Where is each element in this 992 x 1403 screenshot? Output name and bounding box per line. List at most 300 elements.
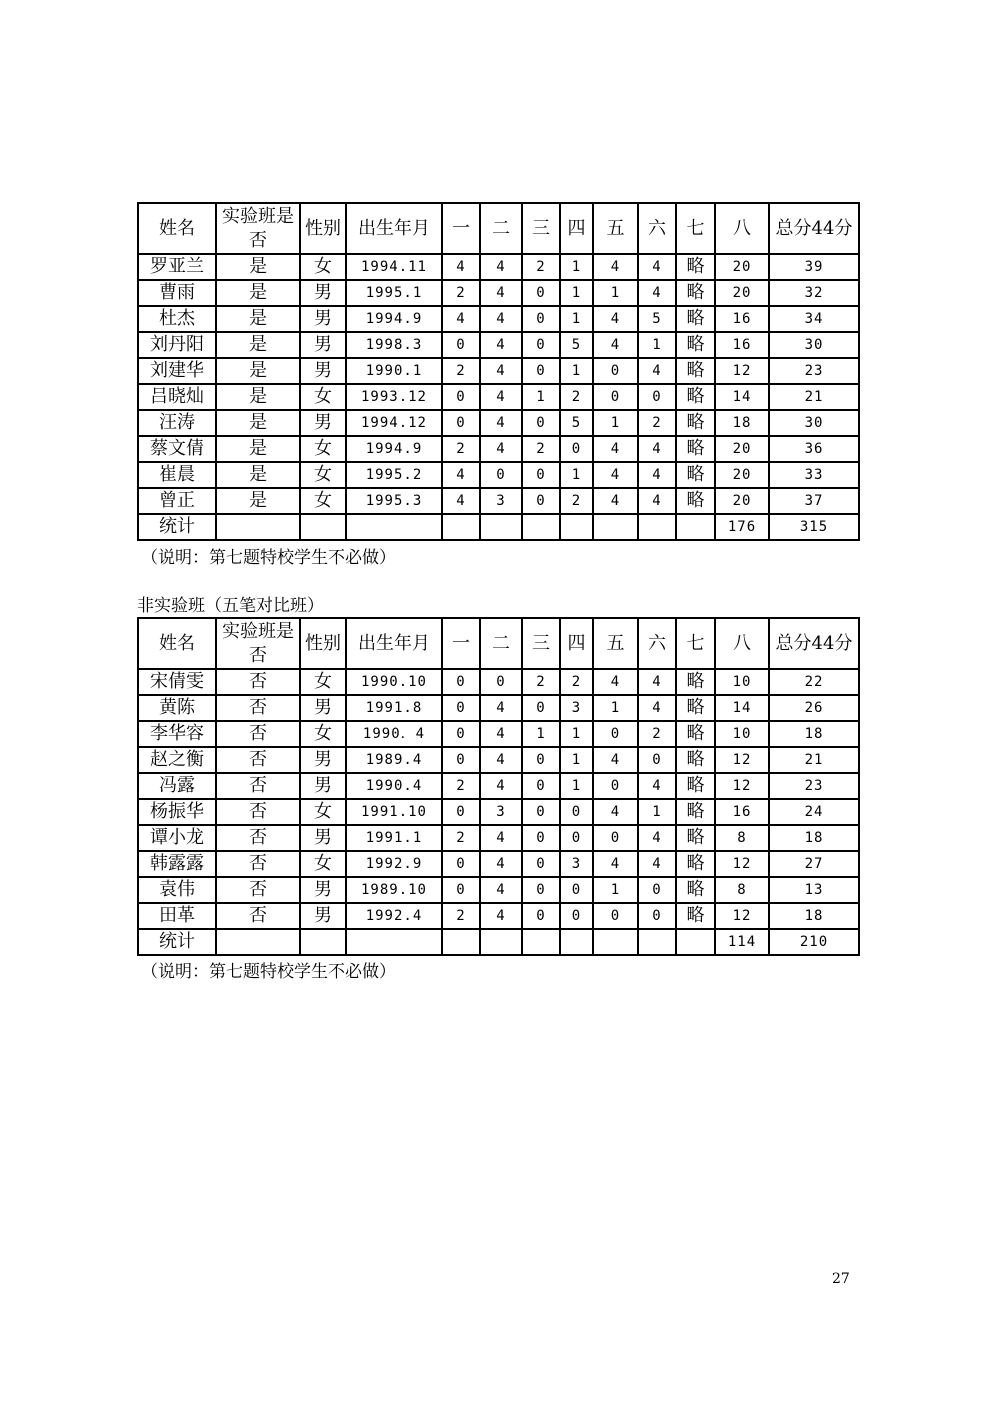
table-cell: 男	[300, 695, 346, 721]
table-cell: 否	[216, 747, 300, 773]
table-cell: 0	[442, 695, 480, 721]
column-header: 姓名	[138, 618, 216, 669]
table-cell: 12	[715, 773, 769, 799]
table-cell: 否	[216, 669, 300, 695]
table-cell: 0	[522, 851, 560, 877]
table-cell	[442, 929, 480, 955]
table-cell: 1989.10	[346, 877, 442, 903]
table-cell: 男	[300, 773, 346, 799]
experimental-class-score-table	[137, 202, 860, 541]
table-row	[138, 773, 859, 799]
table-cell: 是	[216, 358, 300, 384]
table-cell: 男	[300, 825, 346, 851]
table-cell: 1	[560, 721, 593, 747]
table-cell: 1	[560, 462, 593, 488]
table-cell: 略	[676, 410, 715, 436]
column-header: 八	[715, 203, 769, 254]
table-cell: 4	[480, 306, 522, 332]
table-row	[138, 436, 859, 462]
table-cell: 4	[480, 410, 522, 436]
table-cell: 1990.1	[346, 358, 442, 384]
table-cell: 统计	[138, 929, 216, 955]
column-header: 出生年月	[346, 618, 442, 669]
table-cell: 略	[676, 488, 715, 514]
table-cell: 曾正	[138, 488, 216, 514]
table-cell: 0	[442, 669, 480, 695]
table-row	[138, 825, 859, 851]
table-row	[138, 384, 859, 410]
table-cell: 4	[442, 462, 480, 488]
column-header: 三	[522, 203, 560, 254]
table-cell: 4	[442, 254, 480, 280]
table-cell: 0	[522, 462, 560, 488]
table-cell: 0	[638, 903, 676, 929]
table-row	[138, 747, 859, 773]
table-cell: 114	[715, 929, 769, 955]
table-cell	[480, 514, 522, 540]
table-cell: 12	[715, 358, 769, 384]
table-cell: 男	[300, 332, 346, 358]
table-cell: 18	[715, 410, 769, 436]
table-cell: 34	[769, 306, 859, 332]
table-cell: 0	[522, 903, 560, 929]
table-cell: 4	[638, 488, 676, 514]
table-cell: 0	[442, 799, 480, 825]
table-cell: 4	[480, 851, 522, 877]
table-cell: 2	[638, 410, 676, 436]
table-cell: 男	[300, 877, 346, 903]
table-cell: 崔晨	[138, 462, 216, 488]
table-cell: 是	[216, 280, 300, 306]
table-cell: 20	[715, 436, 769, 462]
table-cell: 3	[560, 851, 593, 877]
table-cell: 2	[442, 280, 480, 306]
table-cell: 1998.3	[346, 332, 442, 358]
table-cell: 0	[560, 825, 593, 851]
table-cell: 21	[769, 747, 859, 773]
table-cell: 略	[676, 332, 715, 358]
table-cell: 32	[769, 280, 859, 306]
table-cell: 2	[442, 358, 480, 384]
table-cell: 4	[593, 462, 638, 488]
table-cell: 4	[593, 254, 638, 280]
table-cell: 否	[216, 903, 300, 929]
table-cell: 否	[216, 695, 300, 721]
table-cell: 1	[638, 332, 676, 358]
table-cell: 4	[638, 280, 676, 306]
table-cell	[300, 514, 346, 540]
table-cell	[216, 929, 300, 955]
table-cell: 略	[676, 877, 715, 903]
table-cell: 女	[300, 488, 346, 514]
table-row	[138, 851, 859, 877]
table-cell: 4	[638, 669, 676, 695]
table-cell: 14	[715, 384, 769, 410]
table-cell: 女	[300, 462, 346, 488]
table-cell: 女	[300, 436, 346, 462]
table-cell: 4	[638, 851, 676, 877]
table-cell: 26	[769, 695, 859, 721]
table-cell: 36	[769, 436, 859, 462]
table-cell: 16	[715, 799, 769, 825]
table-cell: 0	[442, 332, 480, 358]
table-cell: 略	[676, 358, 715, 384]
table-cell: 略	[676, 799, 715, 825]
column-header: 六	[638, 618, 676, 669]
table-cell: 18	[769, 825, 859, 851]
table-cell: 2	[442, 903, 480, 929]
column-header: 七	[676, 618, 715, 669]
table-cell: 1990．4	[346, 721, 442, 747]
table-cell: 0	[593, 773, 638, 799]
table-cell: 女	[300, 851, 346, 877]
table-cell: 略	[676, 384, 715, 410]
table-cell	[346, 929, 442, 955]
table-row	[138, 332, 859, 358]
table-cell: 1	[560, 773, 593, 799]
table-cell: 略	[676, 436, 715, 462]
table-cell	[638, 929, 676, 955]
table-cell: 0	[522, 306, 560, 332]
table-cell: 刘丹阳	[138, 332, 216, 358]
table-cell: 4	[593, 669, 638, 695]
table-body	[138, 203, 859, 540]
table-row	[138, 280, 859, 306]
table-cell: 0	[442, 721, 480, 747]
table-cell: 1995.2	[346, 462, 442, 488]
table-cell: 2	[442, 773, 480, 799]
table-row	[138, 488, 859, 514]
table-cell: 略	[676, 773, 715, 799]
table-cell: 略	[676, 280, 715, 306]
table-cell: 1994.11	[346, 254, 442, 280]
table-cell: 4	[638, 436, 676, 462]
table-cell: 0	[442, 877, 480, 903]
table-cell: 4	[638, 695, 676, 721]
table-cell	[300, 929, 346, 955]
table-cell: 20	[715, 254, 769, 280]
table-cell	[216, 514, 300, 540]
column-header: 总分44分	[769, 618, 859, 669]
table-cell	[676, 514, 715, 540]
table-cell: 39	[769, 254, 859, 280]
table-cell: 否	[216, 825, 300, 851]
table-cell: 20	[715, 280, 769, 306]
table-cell: 略	[676, 306, 715, 332]
table-cell: 否	[216, 773, 300, 799]
table-cell: 0	[593, 825, 638, 851]
table-cell: 曹雨	[138, 280, 216, 306]
table-cell: 1993.12	[346, 384, 442, 410]
table-cell: 0	[560, 799, 593, 825]
table-cell: 4	[480, 254, 522, 280]
table-cell: 4	[480, 358, 522, 384]
table-cell: 李华容	[138, 721, 216, 747]
table-cell: 2	[638, 721, 676, 747]
column-header: 五	[593, 618, 638, 669]
table-cell: 0	[480, 462, 522, 488]
table-cell: 0	[442, 410, 480, 436]
column-header: 实验班是否	[216, 203, 300, 254]
table-cell	[346, 514, 442, 540]
table-cell: 4	[480, 721, 522, 747]
table-cell: 0	[522, 332, 560, 358]
table-cell: 0	[593, 721, 638, 747]
table-cell: 4	[480, 877, 522, 903]
table-cell: 1	[638, 799, 676, 825]
table-cell: 0	[593, 903, 638, 929]
table-cell: 4	[638, 825, 676, 851]
table-cell: 33	[769, 462, 859, 488]
table-cell: 是	[216, 384, 300, 410]
table-cell: 4	[638, 773, 676, 799]
table-cell	[638, 514, 676, 540]
table-cell: 谭小龙	[138, 825, 216, 851]
table-cell: 18	[769, 903, 859, 929]
table-cell: 女	[300, 721, 346, 747]
table-note: （说明：第七题特校学生不必做）	[141, 548, 396, 568]
table-cell: 10	[715, 669, 769, 695]
table-cell: 20	[715, 488, 769, 514]
table-row	[138, 695, 859, 721]
table-cell: 女	[300, 669, 346, 695]
table-cell: 0	[560, 903, 593, 929]
table-cell: 0	[522, 747, 560, 773]
table-cell: 是	[216, 410, 300, 436]
table-cell: 1991.8	[346, 695, 442, 721]
table-cell: 宋倩雯	[138, 669, 216, 695]
table-cell: 0	[560, 877, 593, 903]
table-cell: 0	[522, 358, 560, 384]
table-cell: 1	[560, 358, 593, 384]
table-cell: 0	[442, 747, 480, 773]
table-cell: 1992.9	[346, 851, 442, 877]
summary-row	[138, 929, 859, 955]
table-cell: 21	[769, 384, 859, 410]
table-cell: 4	[593, 747, 638, 773]
table-cell: 否	[216, 799, 300, 825]
table-cell: 24	[769, 799, 859, 825]
table-cell: 2	[522, 669, 560, 695]
table-cell: 1994.9	[346, 306, 442, 332]
column-header: 七	[676, 203, 715, 254]
table-cell: 1994.12	[346, 410, 442, 436]
table-cell: 1	[560, 306, 593, 332]
table-cell: 2	[560, 384, 593, 410]
table-cell: 8	[715, 877, 769, 903]
table-cell	[676, 929, 715, 955]
table-cell: 0	[522, 695, 560, 721]
table-cell: 否	[216, 721, 300, 747]
table-cell: 1992.4	[346, 903, 442, 929]
table-cell: 杜杰	[138, 306, 216, 332]
table-cell: 4	[593, 436, 638, 462]
table-cell: 12	[715, 851, 769, 877]
column-header: 一	[442, 618, 480, 669]
table-cell: 1	[522, 721, 560, 747]
table-cell: 罗亚兰	[138, 254, 216, 280]
table-cell: 14	[715, 695, 769, 721]
table-cell: 0	[638, 747, 676, 773]
table-cell: 4	[593, 799, 638, 825]
table-cell: 0	[522, 877, 560, 903]
table-row	[138, 721, 859, 747]
table-row	[138, 358, 859, 384]
table-cell: 是	[216, 306, 300, 332]
table-cell: 男	[300, 306, 346, 332]
table-cell: 1	[593, 695, 638, 721]
table-cell: 略	[676, 669, 715, 695]
table-cell: 22	[769, 669, 859, 695]
table-cell: 吕晓灿	[138, 384, 216, 410]
table-cell: 4	[442, 488, 480, 514]
table-cell: 女	[300, 384, 346, 410]
table-cell: 176	[715, 514, 769, 540]
table-cell: 略	[676, 695, 715, 721]
table-cell: 1994.9	[346, 436, 442, 462]
table-cell: 1	[593, 280, 638, 306]
table-cell: 是	[216, 332, 300, 358]
table-cell: 4	[480, 903, 522, 929]
column-header: 三	[522, 618, 560, 669]
table-body	[138, 618, 859, 955]
table-cell: 12	[715, 903, 769, 929]
table-cell: 5	[638, 306, 676, 332]
column-header: 四	[560, 203, 593, 254]
table-cell: 1991.1	[346, 825, 442, 851]
table-cell: 否	[216, 851, 300, 877]
table-cell	[522, 514, 560, 540]
table-cell: 1	[522, 384, 560, 410]
table-cell: 赵之衡	[138, 747, 216, 773]
table-cell: 5	[560, 410, 593, 436]
table-cell: 冯露	[138, 773, 216, 799]
table-row	[138, 903, 859, 929]
table-cell: 田革	[138, 903, 216, 929]
table-cell: 刘建华	[138, 358, 216, 384]
table-cell: 0	[593, 384, 638, 410]
table-cell	[593, 929, 638, 955]
table-cell: 16	[715, 306, 769, 332]
table-cell: 否	[216, 877, 300, 903]
table-cell: 4	[638, 358, 676, 384]
header-row	[138, 203, 859, 254]
table-cell: 3	[560, 695, 593, 721]
summary-row	[138, 514, 859, 540]
table-cell: 韩露露	[138, 851, 216, 877]
table-cell: 是	[216, 488, 300, 514]
column-header: 姓名	[138, 203, 216, 254]
table-cell: 是	[216, 254, 300, 280]
table-cell: 1990.10	[346, 669, 442, 695]
table-cell: 2	[522, 254, 560, 280]
column-header: 性别	[300, 618, 346, 669]
table-cell: 0	[442, 851, 480, 877]
table-cell: 12	[715, 747, 769, 773]
table-cell: 10	[715, 721, 769, 747]
table-cell: 女	[300, 254, 346, 280]
table-cell: 0	[522, 410, 560, 436]
table-cell: 0	[593, 358, 638, 384]
table-cell: 男	[300, 358, 346, 384]
table-cell: 男	[300, 903, 346, 929]
table-cell: 3	[480, 488, 522, 514]
table-cell: 1	[593, 410, 638, 436]
table-cell: 315	[769, 514, 859, 540]
table-cell: 杨振华	[138, 799, 216, 825]
header-row	[138, 618, 859, 669]
table-cell	[560, 929, 593, 955]
table-cell: 是	[216, 462, 300, 488]
table-cell: 0	[442, 384, 480, 410]
table-cell: 0	[638, 384, 676, 410]
table-cell: 略	[676, 254, 715, 280]
table-cell: 0	[522, 280, 560, 306]
column-header: 一	[442, 203, 480, 254]
table-cell: 4	[442, 306, 480, 332]
table-cell: 0	[522, 488, 560, 514]
table-cell: 30	[769, 332, 859, 358]
table-cell: 0	[522, 799, 560, 825]
table-cell: 是	[216, 436, 300, 462]
table-cell: 23	[769, 773, 859, 799]
table-note: （说明：第七题特校学生不必做）	[141, 962, 396, 982]
table-row	[138, 799, 859, 825]
table-cell: 13	[769, 877, 859, 903]
table-cell: 23	[769, 358, 859, 384]
table-cell	[522, 929, 560, 955]
table-cell: 4	[480, 747, 522, 773]
column-header: 六	[638, 203, 676, 254]
table-cell: 袁伟	[138, 877, 216, 903]
table-cell: 18	[769, 721, 859, 747]
table-cell: 210	[769, 929, 859, 955]
table-cell	[593, 514, 638, 540]
table-cell: 1	[560, 280, 593, 306]
table-cell: 4	[593, 306, 638, 332]
table-cell: 4	[480, 384, 522, 410]
column-header: 八	[715, 618, 769, 669]
table-cell: 男	[300, 410, 346, 436]
table-cell: 黄陈	[138, 695, 216, 721]
table-cell: 16	[715, 332, 769, 358]
table-cell: 1	[593, 877, 638, 903]
table-row	[138, 410, 859, 436]
column-header: 出生年月	[346, 203, 442, 254]
table-cell: 4	[480, 332, 522, 358]
table-cell: 4	[638, 462, 676, 488]
table-cell: 略	[676, 721, 715, 747]
table-cell: 2	[442, 436, 480, 462]
section-heading: 非实验班（五笔对比班）	[137, 596, 324, 616]
table-cell: 2	[442, 825, 480, 851]
table-cell: 4	[593, 851, 638, 877]
table-cell: 4	[480, 695, 522, 721]
table-row	[138, 462, 859, 488]
column-header: 二	[480, 618, 522, 669]
table-cell: 略	[676, 825, 715, 851]
page-number: 27	[832, 1271, 850, 1287]
table-cell: 略	[676, 851, 715, 877]
table-cell: 1991.10	[346, 799, 442, 825]
table-cell: 蔡文倩	[138, 436, 216, 462]
table-cell: 4	[480, 773, 522, 799]
table-cell: 统计	[138, 514, 216, 540]
table-cell: 4	[638, 254, 676, 280]
table-cell: 略	[676, 462, 715, 488]
table-cell: 30	[769, 410, 859, 436]
table-cell: 女	[300, 799, 346, 825]
